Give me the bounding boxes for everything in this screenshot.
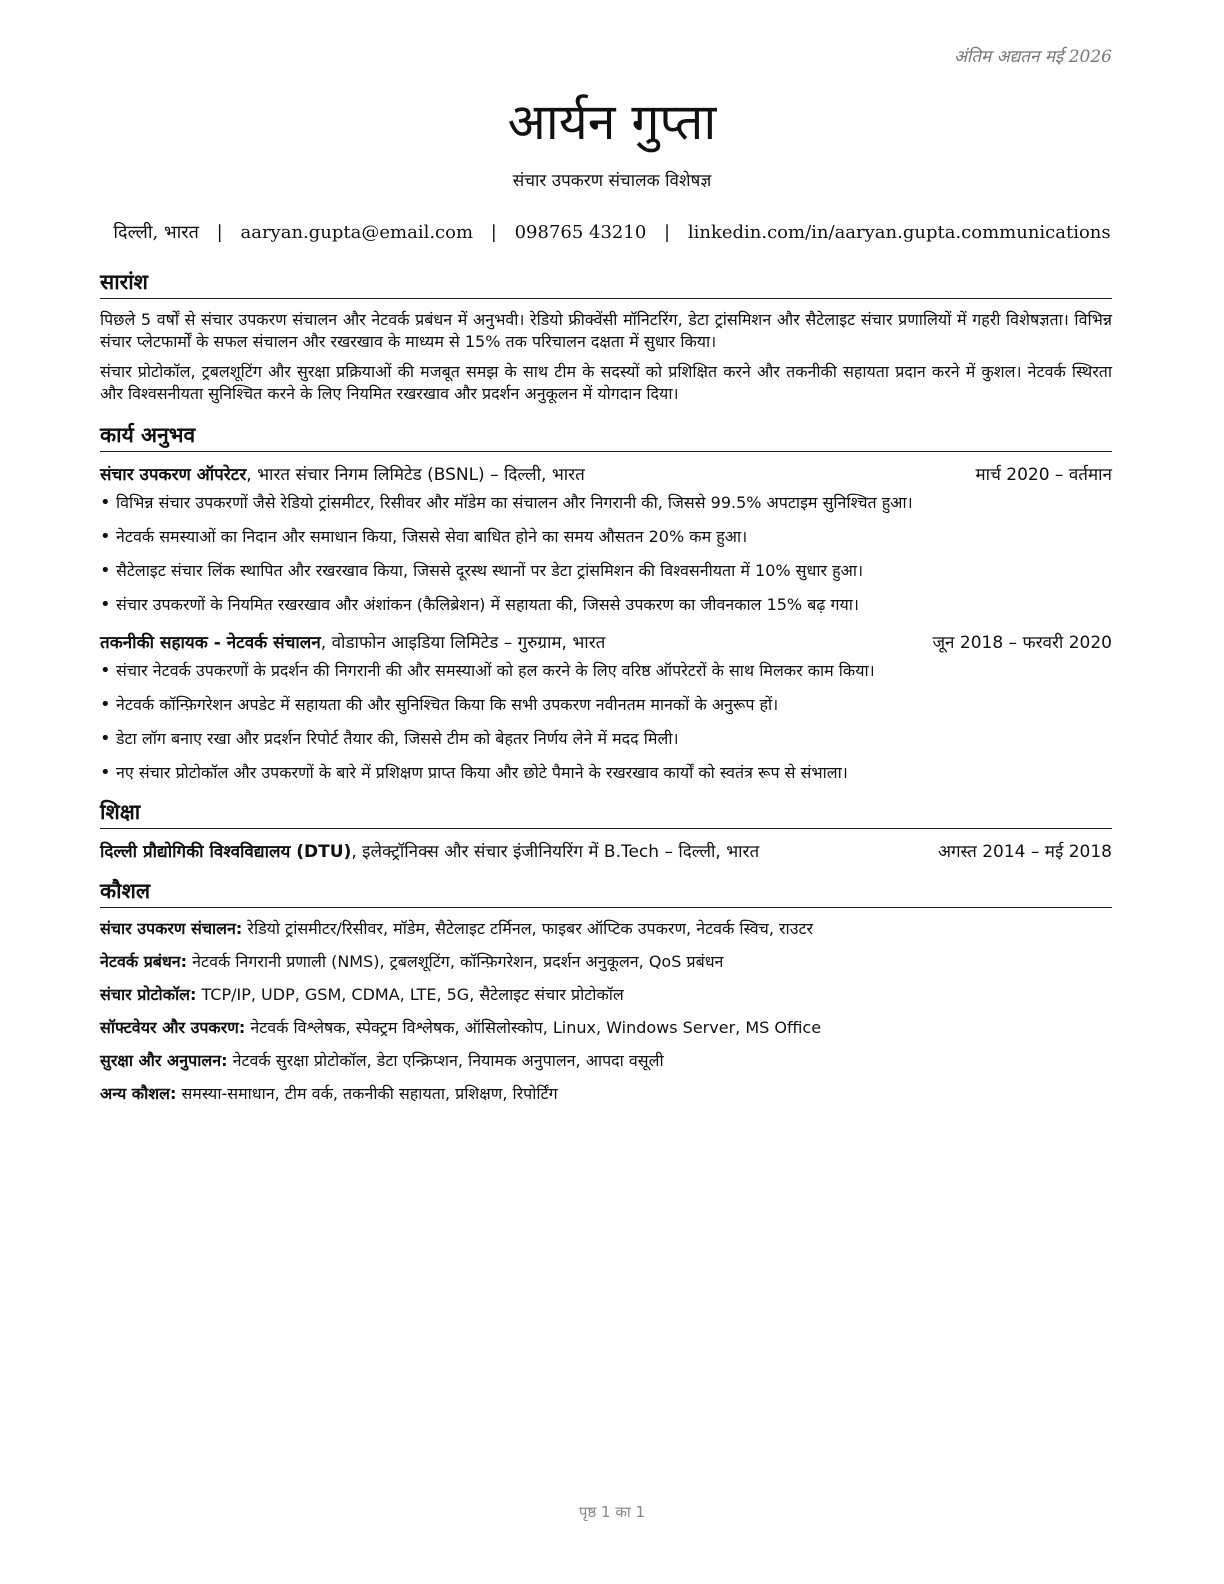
skill-label: संचार प्रोटोकॉल: <box>100 985 197 1004</box>
skill-value: नेटवर्क सुरक्षा प्रोटोकॉल, डेटा एन्क्रिप्शन, नियामक अनुपालन, आपदा वसूली <box>227 1051 664 1070</box>
page-number: पृष्ठ 1 का 1 <box>578 1503 646 1521</box>
skill-row <box>100 1083 1112 1105</box>
list-item: • संचार नेटवर्क उपकरणों के प्रदर्शन की निगरानी की और समस्याओं को हल करने के लिए वरिष्ठ ऑपरेटरों के साथ मिलकर काम किया। <box>100 660 1112 682</box>
skill-row <box>100 984 1112 1006</box>
skill-label: सुरक्षा और अनुपालन: <box>100 1051 228 1070</box>
job-bullets <box>100 660 1112 784</box>
education-entry <box>100 839 1112 865</box>
skill-value: नेटवर्क विश्लेषक, स्पेक्ट्रम विश्लेषक, ऑसिलोस्कोप, Linux, Windows Server, MS Office <box>245 1018 822 1037</box>
job-bullets <box>100 492 1112 616</box>
job-header <box>100 630 1112 656</box>
skill-row <box>100 918 1112 940</box>
section-title-experience: कार्य अनुभव <box>100 421 1112 452</box>
job-dates: जून 2018 – फरवरी 2020 <box>932 633 1112 653</box>
skill-label: संचार उपकरण संचालन: <box>100 919 243 938</box>
experience-section <box>100 421 1112 784</box>
job-org: , भारत संचार निगम लिमिटेड (BSNL) – दिल्ली, भारत <box>246 465 585 485</box>
skill-value: समस्या-समाधान, टीम वर्क, तकनीकी सहायता, प्रशिक्षण, रिपोर्टिंग <box>176 1084 558 1103</box>
skill-row <box>100 1050 1112 1072</box>
education-degree: , इलेक्ट्रॉनिक्स और संचार इंजीनियरिंग में B.Tech – दिल्ली, भारत <box>351 842 760 862</box>
job-org: , वोडाफोन आइडिया लिमिटेड – गुरुग्राम, भारत <box>320 633 606 653</box>
last-updated: अंतिम अद्यतन मई 2026 <box>953 47 1112 67</box>
skill-label: सॉफ्टवेयर और उपकरण: <box>100 1018 246 1037</box>
education-school: दिल्ली प्रौद्योगिकी विश्वविद्यालय (DTU) <box>100 842 352 862</box>
contact-separator: | <box>216 222 223 243</box>
list-item: • नए संचार प्रोटोकॉल और उपकरणों के बारे में प्रशिक्षण प्राप्त किया और छोटे पैमाने के रखरखाव कार्यों को स्वतंत्र रूप से संभाला। <box>100 762 1112 784</box>
candidate-name: आर्यन गुप्ता <box>507 93 717 151</box>
summary-paragraph: पिछले 5 वर्षों से संचार उपकरण संचालन और नेटवर्क प्रबंधन में अनुभवी। रेडियो फ्रीक्वेंसी मॉनिटरिंग, डेटा ट्रांसमिशन और सैटेलाइट संचार प्रणालियों में गहरी विशेषज्ञता। विभिन्न संचार प्लेटफार्मों के सफल संचालन और रखरखाव के माध्यम से 15% तक परिचालन दक्षता में सुधार किया। <box>100 310 1112 351</box>
job-entry <box>100 462 1112 616</box>
section-title-education: शिक्षा <box>100 798 1112 829</box>
contact-line <box>0 220 1224 244</box>
education-dates: अगस्त 2014 – मई 2018 <box>937 842 1112 862</box>
skill-row <box>100 951 1112 973</box>
job-role: तकनीकी सहायक - नेटवर्क संचालन <box>100 633 321 653</box>
list-item: • विभिन्न संचार उपकरणों जैसे रेडियो ट्रांसमीटर, रिसीवर और मॉडेम का संचालन और निगरानी की, जिससे 99.5% अपटाइम सुनिश्चित हुआ। <box>100 492 1112 514</box>
contact-separator: | <box>664 222 671 243</box>
contact-location: दिल्ली, भारत <box>113 222 199 243</box>
summary-paragraph: संचार प्रोटोकॉल, ट्रबलशूटिंग और सुरक्षा प्रक्रियाओं की मजबूत समझ के साथ टीम के सदस्यों को प्रशिक्षित करने और तकनीकी सहायता प्रदान करने में कुशल। नेटवर्क स्थिरता और विश्वसनीयता सुनिश्चित करने के लिए नियमित रखरखाव और प्रदर्शन अनुकूलन में योगदान दिया। <box>100 362 1112 403</box>
skill-value: नेटवर्क निगरानी प्रणाली (NMS), ट्रबलशूटिंग, कॉन्फ़िगरेशन, प्रदर्शन अनुकूलन, QoS प्रबंधन <box>187 952 724 971</box>
section-title-summary: सारांश <box>100 268 1112 299</box>
list-item: • संचार उपकरणों के नियमित रखरखाव और अंशांकन (कैलिब्रेशन) में सहायता की, जिससे उपकरण का जीवनकाल 15% बढ़ गया। <box>100 594 1112 616</box>
skill-row <box>100 1017 1112 1039</box>
skill-label: अन्य कौशल: <box>100 1084 177 1103</box>
contact-email[interactable]: aaryan.gupta@email.com <box>240 222 474 243</box>
list-item: • डेटा लॉग बनाए रखा और प्रदर्शन रिपोर्ट तैयार की, जिससे टीम को बेहतर निर्णय लेने में मदद मिली। <box>100 728 1112 750</box>
contact-linkedin[interactable]: linkedin.com/in/aaryan.gupta.communications <box>687 222 1111 243</box>
job-entry <box>100 630 1112 784</box>
education-section <box>100 798 1112 865</box>
list-item: • नेटवर्क कॉन्फ़िगरेशन अपडेट में सहायता की और सुनिश्चित किया कि सभी उपकरण नवीनतम मानकों के अनुरूप हों। <box>100 694 1112 716</box>
section-title-skills: कौशल <box>100 877 1112 908</box>
skill-value: रेडियो ट्रांसमीटर/रिसीवर, मॉडेम, सैटेलाइट टर्मिनल, फाइबर ऑप्टिक उपकरण, नेटवर्क स्विच, राउटर <box>242 919 814 938</box>
job-header <box>100 462 1112 488</box>
contact-separator: | <box>490 222 497 243</box>
resume-content <box>100 268 1112 1116</box>
skills-section <box>100 877 1112 1105</box>
contact-phone: 098765 43210 <box>514 222 647 243</box>
job-dates: मार्च 2020 – वर्तमान <box>975 465 1112 485</box>
list-item: • सैटेलाइट संचार लिंक स्थापित और रखरखाव किया, जिससे दूरस्थ स्थानों पर डेटा ट्रांसमिशन की विश्वसनीयता में 10% सुधार हुआ। <box>100 560 1112 582</box>
summary-section <box>100 268 1112 405</box>
candidate-title: संचार उपकरण संचालक विशेषज्ञ <box>512 171 712 191</box>
list-item: • नेटवर्क समस्याओं का निदान और समाधान किया, जिससे सेवा बाधित होने का समय औसतन 20% कम हुआ। <box>100 526 1112 548</box>
skill-value: TCP/IP, UDP, GSM, CDMA, LTE, 5G, सैटेलाइट संचार प्रोटोकॉल <box>196 985 624 1004</box>
job-role: संचार उपकरण ऑपरेटर <box>100 465 247 485</box>
skill-label: नेटवर्क प्रबंधन: <box>100 952 188 971</box>
